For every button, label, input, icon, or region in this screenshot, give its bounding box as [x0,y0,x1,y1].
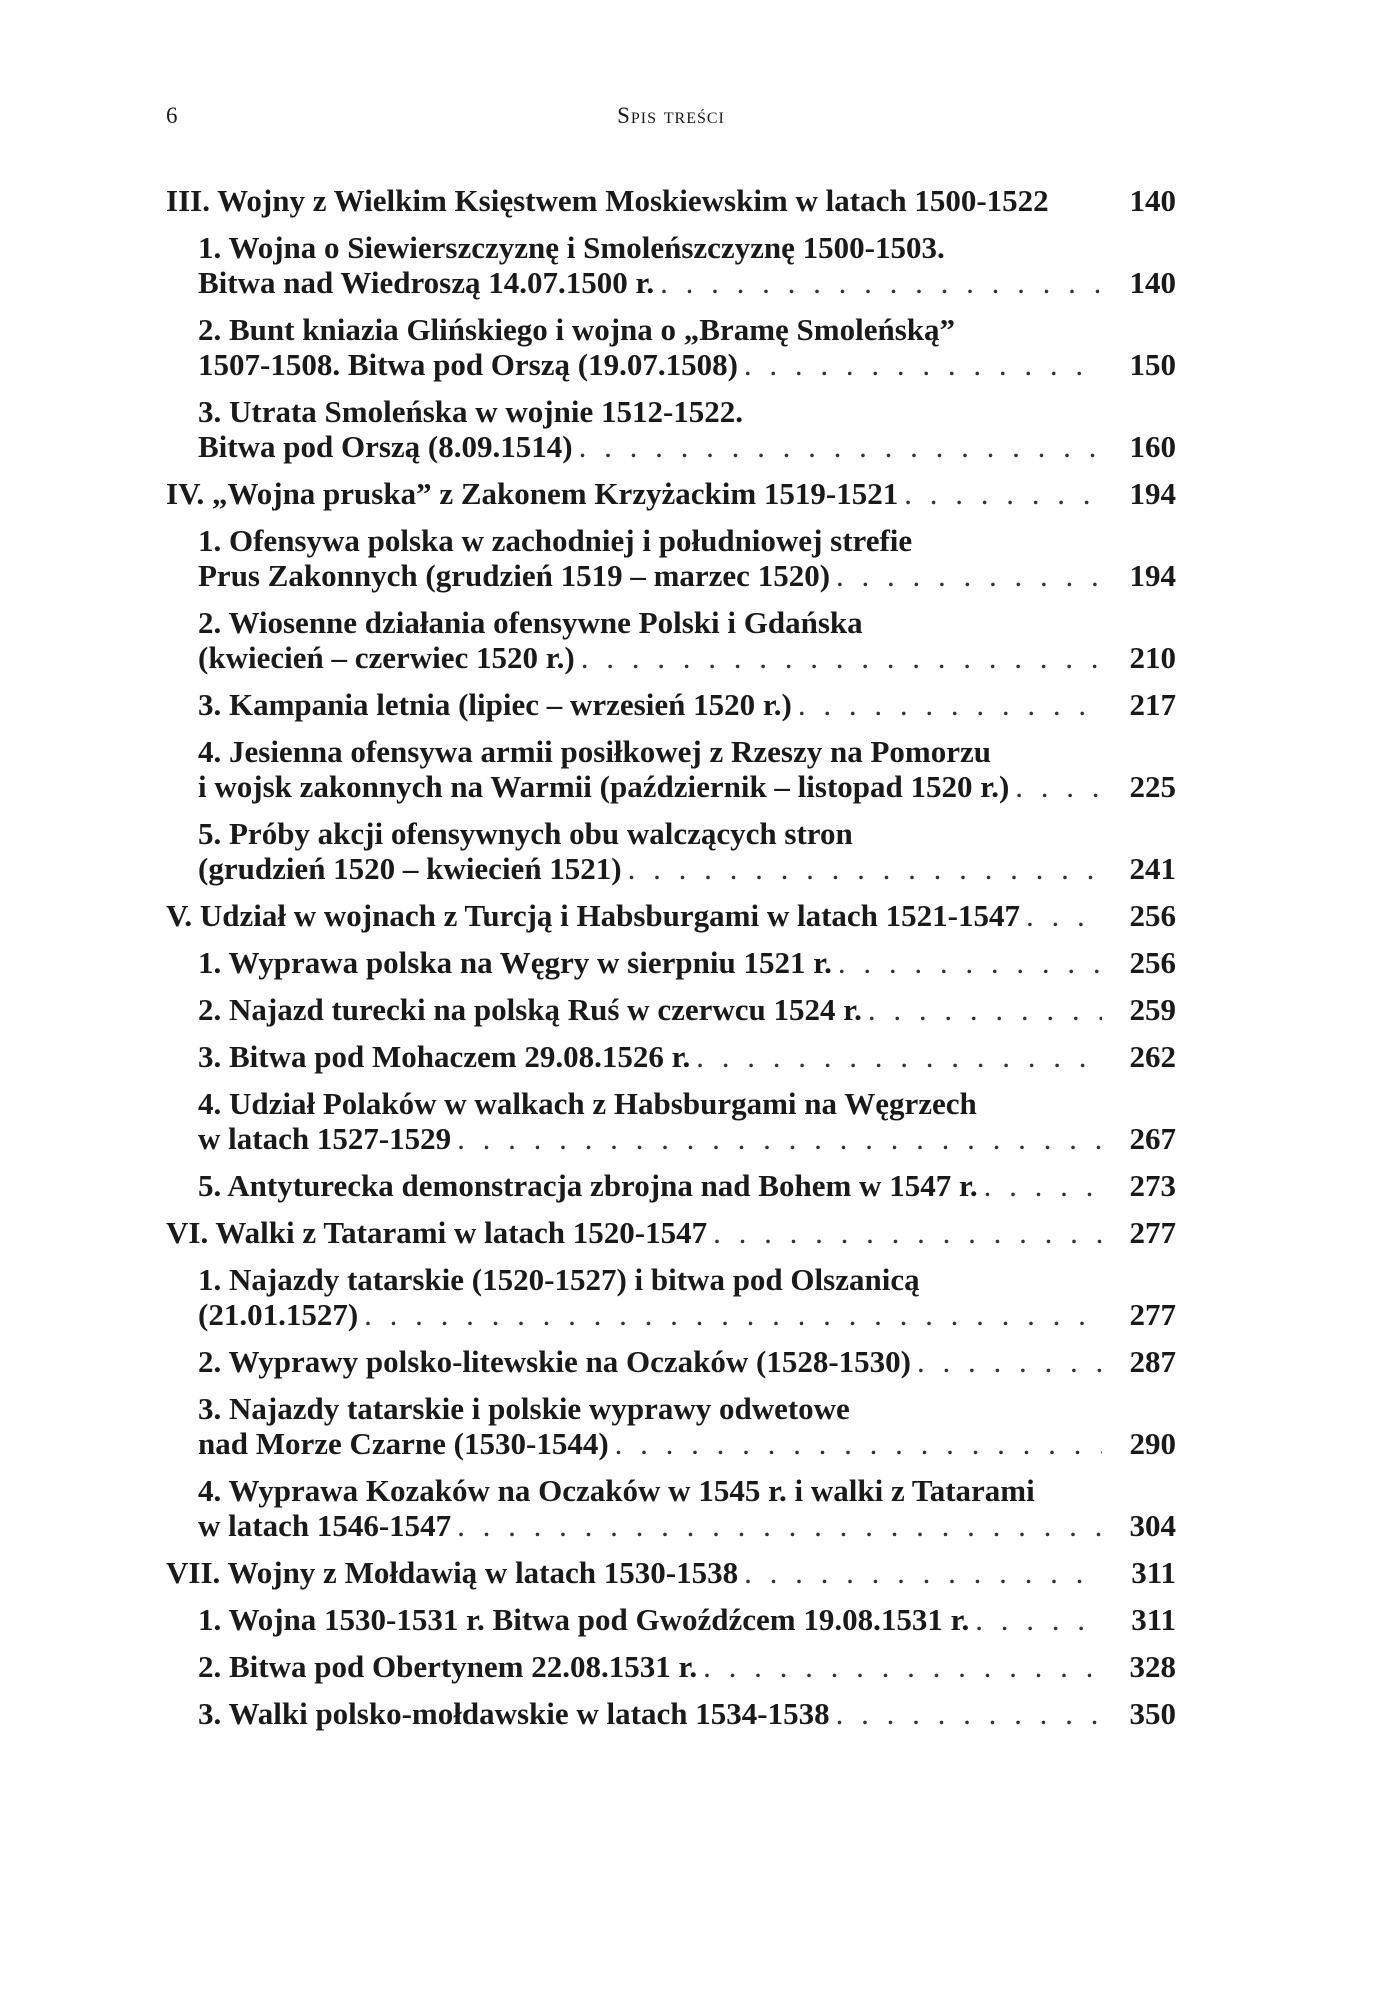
toc-page-number: 267 [1129,1121,1176,1156]
dot-leader [713,1215,1102,1250]
dot-leader [457,1121,1102,1156]
toc-entry-last-line [166,476,1176,511]
toc-entry-last-line [198,1121,1176,1156]
toc-entry-title: 2. Bitwa pod Obertynem 22.08.1531 r. [198,1649,698,1684]
dot-leader [660,265,1102,300]
table-of-contents [166,183,1176,1743]
toc-entry-title: Prus Zakonnych (grudzień 1519 – marzec 1520) [198,558,831,593]
toc-section-entry [166,1391,1176,1461]
toc-entry-last-line [198,1039,1176,1074]
toc-entry-title-line: 1. Najazdy tatarskie (1520-1527) i bitwa pod Olszanicą [198,1262,920,1297]
toc-entry-title: nad Morze Czarne (1530-1544) [198,1426,609,1461]
toc-entry-last-line [198,1344,1176,1379]
toc-entry-title: w latach 1546-1547 [198,1508,452,1543]
dot-leader [836,1696,1102,1731]
toc-entry-title-line: 4. Wyprawa Kozaków na Oczaków w 1545 r. i walki z Tatarami [198,1473,1035,1508]
toc-entry-last-line [166,1555,1176,1590]
toc-entry-title-line: 5. Próby akcji ofensywnych obu walczących stron [198,816,853,851]
toc-entry-last-line [198,992,1176,1027]
toc-section-entry [166,1602,1176,1637]
toc-page-number: 210 [1129,640,1176,675]
toc-entry-title: 3. Walki polsko-mołdawskie w latach 1534-1538 [198,1696,830,1731]
toc-section-entry [166,945,1176,980]
toc-page-number: 277 [1129,1297,1176,1332]
toc-page-number: 259 [1129,992,1176,1027]
toc-entry-last-line [198,1297,1176,1332]
dot-leader [615,1426,1102,1461]
toc-section-entry [166,1649,1176,1684]
dot-leader [628,851,1102,886]
toc-entry-title-line: 2. Bunt kniazia Glińskiego i wojna o „Bramę Smoleńską” [198,312,956,347]
toc-entry-title: 2. Najazd turecki na polską Ruś w czerwcu 1524 r. [198,992,862,1027]
toc-section-entry [166,1262,1176,1332]
toc-entry-title-line: 3. Najazdy tatarskie i polskie wyprawy odwetowe [198,1391,850,1426]
dot-leader [364,1297,1102,1332]
toc-page-number: 311 [1131,1602,1176,1637]
toc-entry-last-line [198,1426,1176,1461]
toc-page-number: 194 [1129,558,1176,593]
toc-entry-title: 5. Antyturecka demonstracja zbrojna nad Bohem w 1547 r. [198,1168,978,1203]
toc-entry-last-line [198,347,1176,382]
toc-section-entry [166,523,1176,593]
toc-section-entry [166,230,1176,300]
running-head [166,103,1176,133]
toc-page-number: 217 [1129,687,1176,722]
toc-entry-last-line [166,1215,1176,1250]
toc-entry-title: 2. Wyprawy polsko-litewskie na Oczaków (1528-1530) [198,1344,911,1379]
toc-section-entry [166,1344,1176,1379]
toc-page-number: 290 [1129,1426,1176,1461]
toc-page-number: 328 [1129,1649,1176,1684]
toc-entry-last-line [198,558,1176,593]
toc-entry-title: w latach 1527-1529 [198,1121,452,1156]
toc-entry-last-line [198,429,1176,464]
toc-page-number: 304 [1129,1508,1176,1543]
toc-entry-title: (kwiecień – czerwiec 1520 r.) [198,640,575,675]
dot-leader [917,1344,1102,1379]
toc-section-entry [166,816,1176,886]
toc-page-number: 287 [1129,1344,1176,1379]
toc-entry-title: 1507-1508. Bitwa pod Orszą (19.07.1508) [198,347,738,382]
toc-entry-title-line: 4. Jesienna ofensywa armii posiłkowej z Rzeszy na Pomorzu [198,734,991,769]
toc-chapter-entry [166,1215,1176,1250]
dot-leader [696,1039,1102,1074]
dot-leader [836,558,1102,593]
dot-leader [798,687,1102,722]
toc-entry-last-line [198,1649,1176,1684]
toc-entry-title: (grudzień 1520 – kwiecień 1521) [198,851,622,886]
toc-page-number: 140 [1129,183,1176,218]
toc-page-number: 273 [1129,1168,1176,1203]
toc-entry-title: Bitwa nad Wiedroszą 14.07.1500 r. [198,265,655,300]
toc-entry-title: Bitwa pod Orszą (8.09.1514) [198,429,573,464]
toc-entry-last-line [198,851,1176,886]
toc-section-entry [166,734,1176,804]
toc-page-number: 350 [1129,1696,1176,1731]
dot-leader [1026,898,1102,933]
dot-leader [984,1168,1102,1203]
dot-leader [838,945,1102,980]
toc-section-entry [166,394,1176,464]
toc-section-entry [166,1168,1176,1203]
toc-section-entry [166,312,1176,382]
toc-entry-title-line: 1. Ofensywa polska w zachodniej i południowej strefie [198,523,913,558]
toc-entry-title: 1. Wyprawa polska na Węgry w sierpniu 1521 r. [198,945,832,980]
page-number: 6 [166,103,179,128]
toc-page-number: 256 [1129,898,1176,933]
toc-entry-title: 1. Wojna 1530-1531 r. Bitwa pod Gwoźdźcem 19.08.1531 r. [198,1602,970,1637]
toc-entry-last-line [198,769,1176,804]
toc-page-number: 256 [1129,945,1176,980]
toc-page-number: 160 [1129,429,1176,464]
toc-entry-title: (21.01.1527) [198,1297,359,1332]
toc-chapter-entry [166,898,1176,933]
toc-page-number: 140 [1129,265,1176,300]
toc-entry-last-line [166,898,1176,933]
toc-section-entry [166,605,1176,675]
toc-chapter-entry [166,476,1176,511]
dot-leader [457,1508,1102,1543]
toc-entry-title: VI. Walki z Tatarami w latach 1520-1547 [166,1215,708,1250]
toc-entry-last-line [198,1168,1176,1203]
toc-section-entry [166,1696,1176,1731]
toc-entry-title-line: 4. Udział Polaków w walkach z Habsburgami na Węgrzech [198,1086,977,1121]
toc-section-entry [166,1039,1176,1074]
dot-leader [744,347,1102,382]
dot-leader [975,1602,1102,1637]
toc-page-number: 225 [1129,769,1176,804]
toc-entry-last-line [198,1508,1176,1543]
toc-chapter-entry [166,1555,1176,1590]
running-head-title: Spis treści [617,103,725,128]
toc-entry-last-line [198,265,1176,300]
toc-entry-last-line [166,183,1176,218]
toc-page-number: 311 [1131,1555,1176,1590]
dot-leader [744,1555,1102,1590]
toc-entry-title: i wojsk zakonnych na Warmii (październik – listopad 1520 r.) [198,769,1010,804]
toc-entry-last-line [198,1602,1176,1637]
toc-entry-title-line: 3. Utrata Smoleńska w wojnie 1512-1522. [198,394,744,429]
dot-leader [904,476,1102,511]
toc-page-number: 262 [1129,1039,1176,1074]
toc-entry-title: III. Wojny z Wielkim Księstwem Moskiewskim w latach 1500-1522 [166,183,1049,218]
dot-leader [868,992,1102,1027]
toc-page-number: 241 [1129,851,1176,886]
toc-section-entry [166,687,1176,722]
toc-entry-last-line [198,640,1176,675]
toc-section-entry [166,1473,1176,1543]
toc-section-entry [166,992,1176,1027]
dot-leader [581,640,1102,675]
dot-leader [703,1649,1102,1684]
toc-entry-title-line: 2. Wiosenne działania ofensywne Polski i Gdańska [198,605,863,640]
toc-page-number: 194 [1129,476,1176,511]
toc-entry-title: 3. Bitwa pod Mohaczem 29.08.1526 r. [198,1039,691,1074]
dot-leader [579,429,1102,464]
toc-page-number: 277 [1129,1215,1176,1250]
toc-section-entry [166,1086,1176,1156]
dot-leader [1015,769,1102,804]
toc-entry-title: 3. Kampania letnia (lipiec – wrzesień 1520 r.) [198,687,792,722]
toc-page-number: 150 [1129,347,1176,382]
toc-entry-last-line [198,945,1176,980]
toc-entry-title: VII. Wojny z Mołdawią w latach 1530-1538 [166,1555,739,1590]
toc-entry-last-line [198,687,1176,722]
toc-entry-title: V. Udział w wojnach z Turcją i Habsburgami w latach 1521-1547 [166,898,1020,933]
toc-entry-last-line [198,1696,1176,1731]
toc-chapter-entry [166,183,1176,218]
toc-entry-title-line: 1. Wojna o Siewierszczyznę i Smoleńszczyznę 1500-1503. [198,230,945,265]
toc-entry-title: IV. „Wojna pruska” z Zakonem Krzyżackim 1519-1521 [166,476,899,511]
